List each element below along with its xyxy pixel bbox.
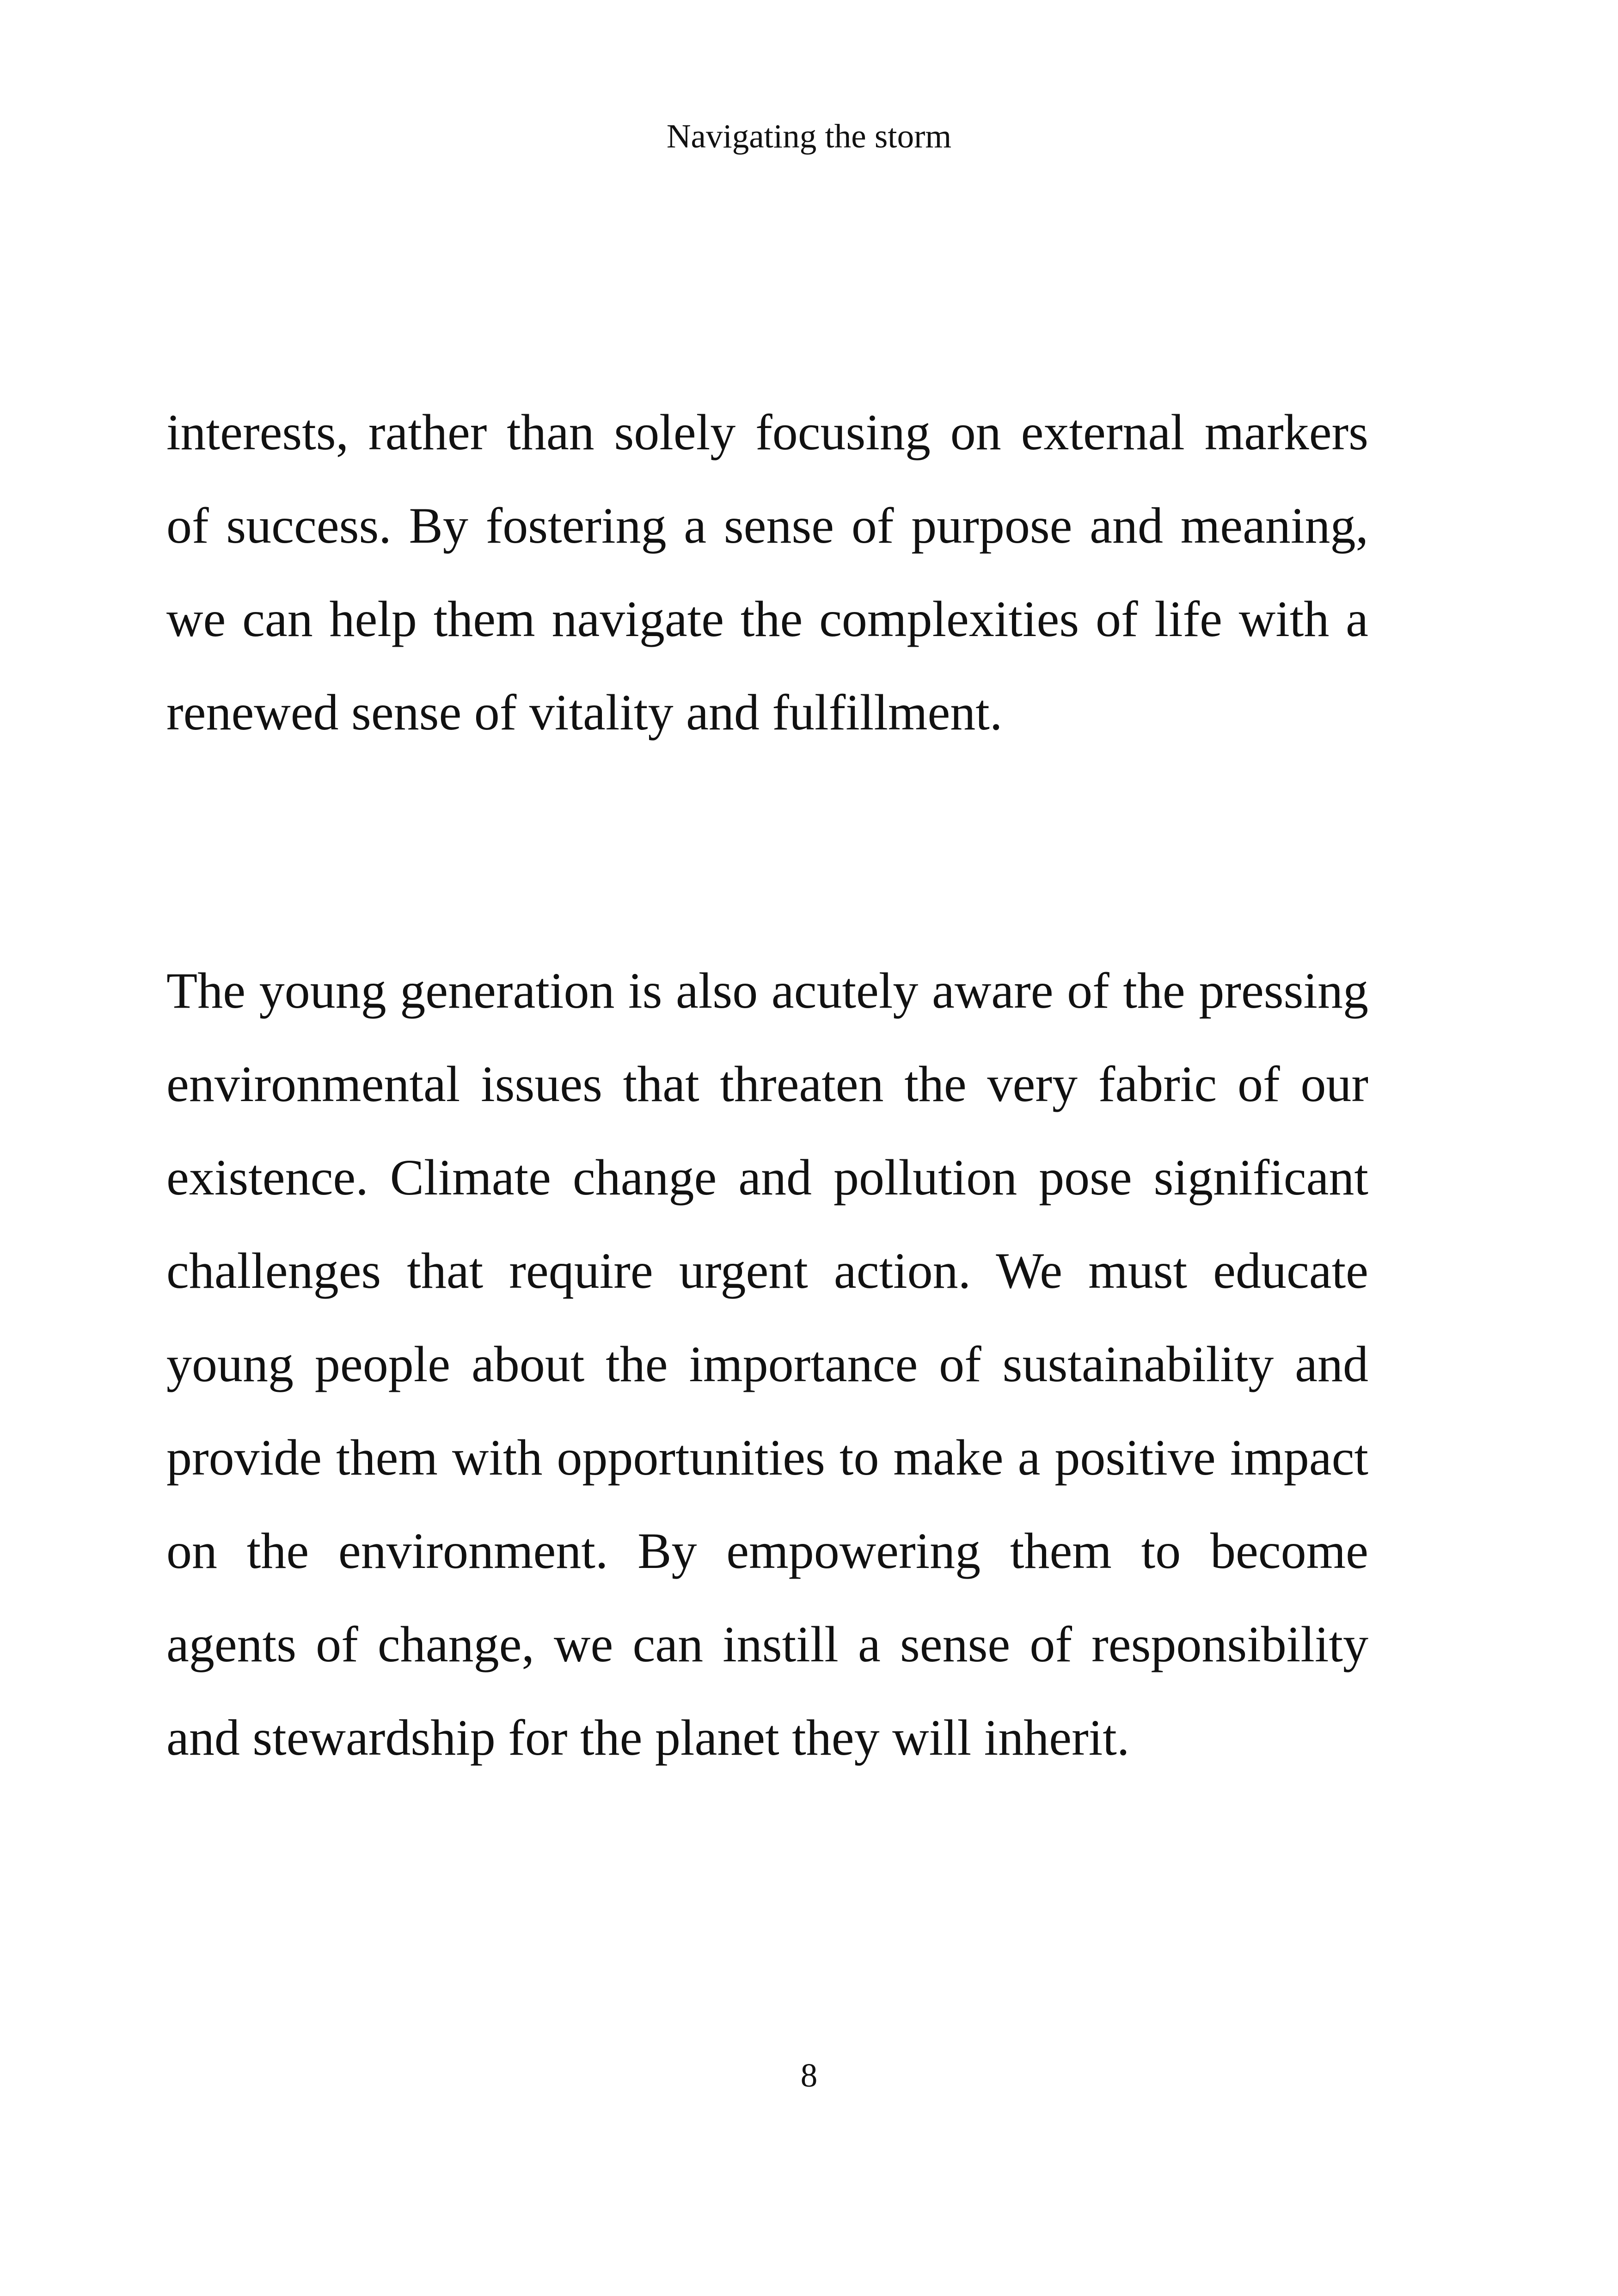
body-paragraph-1: interests, rather than solely focusing on external markers of success. By fostering a sense of purpose and meaning, we can help them navigate the complexities of life with a renewed sense of vitality and fulfillment. (166, 404, 1368, 741)
running-header: Navigating the storm (666, 117, 952, 155)
body-paragraph-2: The young generation is also acutely aware of the pressing environmental issues that threaten the very fabric of our existence. Climate change and pollution pose significant challenges that require urgent action. We must educate young people about the importance of sustainability and provide them with opportunities to make a positive impact on the environment. By empowering them to become agents of change, we can instill a sense of responsibility and stewardship for the planet they will inherit. (166, 962, 1368, 1766)
page-number: 8 (800, 2057, 818, 2094)
